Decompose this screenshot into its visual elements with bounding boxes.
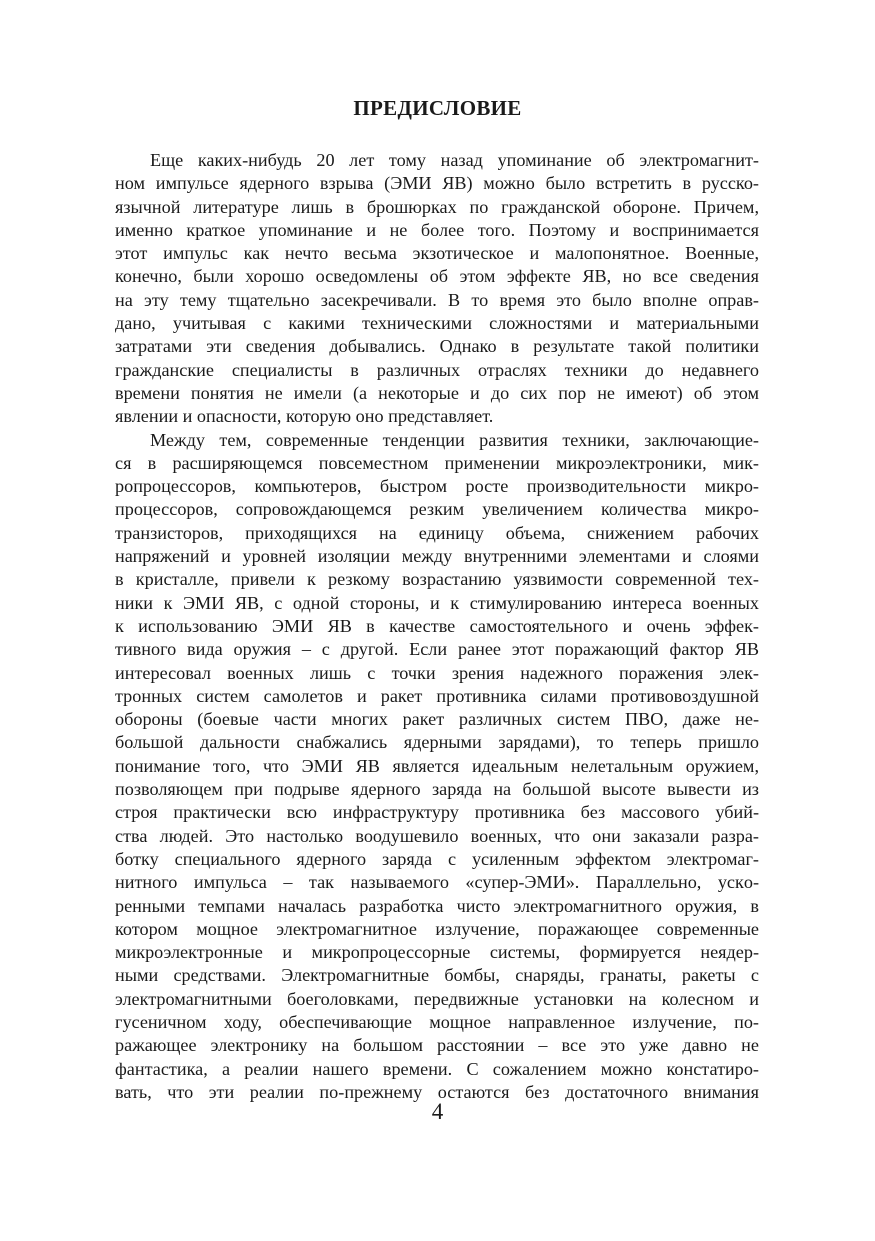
text-line: гусеничном ходу, обеспечивающие мощное направленное излучение, по-	[115, 1011, 759, 1032]
text-line: ники к ЭМИ ЯВ, с одной стороны, и к стимулированию интереса военных	[115, 592, 759, 613]
text-line: в кристалле, привели к резкому возрастанию уязвимости современной тех-	[115, 569, 759, 590]
text-line: Между тем, современные тенденции развития техники, заключающие-	[150, 429, 759, 450]
text-line: этот импульс как нечто весьма экзотическое и малопонятное. Военные,	[115, 243, 759, 264]
text-line: большой дальности снабжались ядерными зарядами), то теперь пришло	[115, 732, 759, 753]
paragraph	[115, 429, 759, 1105]
text-line: затратами эти сведения добывались. Однако в результате такой политики	[115, 336, 759, 357]
text-line: напряжений и уровней изоляции между внутренними элементами и слоями	[115, 546, 759, 567]
text-line: ными средствами. Электромагнитные бомбы, снаряды, гранаты, ракеты с	[115, 965, 759, 986]
text-line: строя практически всю инфраструктуру противника без массового убий-	[115, 802, 759, 823]
text-line: дано, учитывая с какими техническими сложностями и материальными	[115, 313, 759, 334]
body-text	[115, 149, 759, 1104]
text-line: ства людей. Это настолько воодушевило военных, что они заказали разра-	[115, 825, 759, 846]
text-line: нитного импульса – так называемого «супер-ЭМИ». Параллельно, ускo-	[115, 872, 759, 893]
text-line: ренными темпами началась разработка чисто электромагнитного оружия, в	[115, 895, 759, 916]
text-line: конечно, были хорошо осведомлены об этом эффекте ЯВ, но все сведения	[115, 266, 759, 287]
text-line: фантастика, а реалии нашего времени. С сожалением можно констатиро-	[115, 1058, 759, 1079]
text-line: тивного вида оружия – с другой. Если ранее этот поражающий фактор ЯВ	[115, 639, 759, 660]
text-line: электромагнитными боеголовками, передвижные установки на колесном и	[115, 988, 759, 1009]
text-line: именно краткое упоминание и не более того. Поэтому и воспринимается	[115, 219, 759, 240]
text-line: времени понятия не имели (а некоторые и до сих пор не имеют) об этом	[115, 382, 759, 403]
text-line: транзисторов, приходящихся на единицу объема, снижением рабочих	[115, 522, 759, 543]
text-line: котором мощное электромагнитное излучение, поражающее современные	[115, 918, 759, 939]
page-title: ПРЕДИСЛОВИЕ	[353, 96, 522, 120]
text-line: вать, что эти реалии по-прежнему остаются без достаточного внимания	[115, 1081, 759, 1102]
text-line: Еще каких-нибудь 20 лет тому назад упоминание об электромагнит-	[150, 150, 759, 170]
text-line: явлении и опасности, которую оно представляет.	[115, 406, 494, 427]
text-line: ном импульсе ядерного взрыва (ЭМИ ЯВ) можно было встретить в русско-	[115, 173, 759, 194]
text-line: процессоров, сопровождающемся резким увеличением количества микро-	[115, 499, 759, 520]
text-line: ропроцессоров, компьютеров, быстром росте производительности микро-	[115, 476, 759, 497]
text-line: язычной литературе лишь в брошюрках по гражданской обороне. Причем,	[115, 196, 759, 217]
text-line: ся в расширяющемся повсеместном применении микроэлектроники, мик-	[115, 452, 759, 473]
page-number: 4	[431, 1099, 444, 1124]
text-line: тронных систем самолетов и ракет противника силами противовоздушной	[115, 685, 759, 706]
text-line: на эту тему тщательно засекречивали. В то время это было вполне оправ-	[115, 289, 759, 310]
paragraph	[115, 149, 759, 429]
text-line: к использованию ЭМИ ЯВ в качестве самостоятельного и очень эффек-	[115, 615, 759, 636]
text-line: ражающее электронику на большом расстоянии – все это уже давно не	[115, 1035, 759, 1056]
text-line: позволяющем при подрыве ядерного заряда на большой высоте вывести из	[115, 779, 759, 800]
text-line: ботку специального ядерного заряда с усиленным эффектом электромаг-	[115, 848, 759, 869]
text-line: понимание того, что ЭМИ ЯВ является идеальным нелетальным оружием,	[115, 755, 759, 776]
text-line: гражданские специалисты в различных отраслях техники до недавнего	[115, 359, 759, 380]
text-line: интересовал военных лишь с точки зрения надежного поражения элек-	[115, 662, 759, 683]
text-line: микроэлектронные и микропроцессорные системы, формируется неядер-	[115, 942, 759, 963]
text-line: обороны (боевые части многих ракет различных систем ПВО, даже не-	[115, 709, 759, 730]
